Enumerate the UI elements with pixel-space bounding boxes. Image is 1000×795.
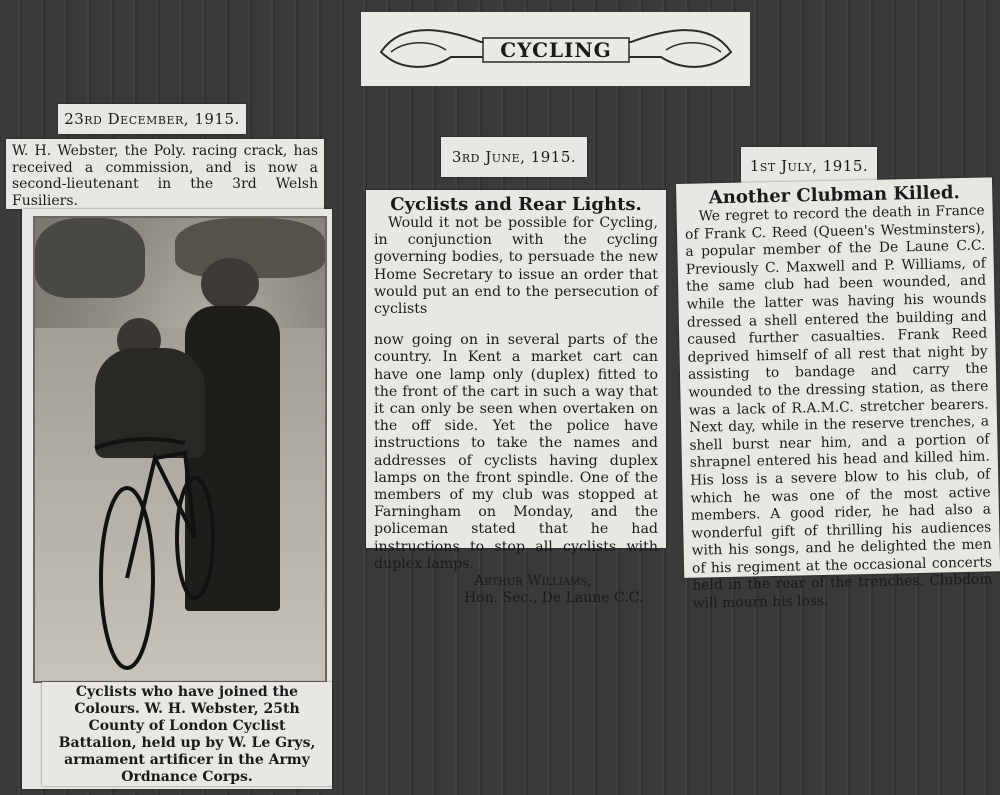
rear-lights-date-clip	[441, 137, 587, 177]
clubman-date: 1st July, 1915.	[749, 157, 869, 175]
rear-lights-para1: Would it not be possible for Cycling, in conjunction with the cycling governing bodies, to persuade the new Home Secretary to issue an order that would put an end to the persecution of cyclists	[374, 215, 658, 318]
rear-lights-signature-name: Arthur Williams,	[474, 573, 592, 590]
webster-caption-clip	[42, 682, 332, 786]
webster-date-clip	[58, 104, 246, 134]
webster-notice-clip	[6, 139, 324, 209]
cyclist-photo	[33, 216, 327, 683]
rear-lights-para2: now going on in several parts of the country. In Kent a market cart can have one lamp only (duplex) fitted to the front of the cart in such a way that it can only be seen when overtaken on the off side. Yet the police have instructions to take the names and addresses of cyclists having duplex lamps on the front spindle. One of the members of my club was stopped at Farningham on Monday, and the policeman stated that he had instructions to stop all cyclists with duplex lamps.	[374, 332, 658, 572]
banner-title: CYCLING	[500, 38, 612, 62]
webster-notice-text: W. H. Webster, the Poly. racing crack, has received a commission, and is now a second-lieutenant in the 3rd Welsh Fusiliers.	[12, 143, 318, 209]
bicycle-icon	[35, 218, 325, 681]
webster-caption: Cyclists who have joined the Colours. W. H. Webster, 25th County of London Cyclist Battalion, held up by W. Le Grys, armament artificer in the Army Ordnance Corps.	[58, 684, 316, 785]
clubman-clip	[676, 177, 1000, 612]
clubman-text: We regret to record the death in France of Frank C. Reed (Queen's Westminsters), a popular member of the De Laune C.C. Previously C. Maxwell and P. Williams, of the same club had been wounded, and while the latter was having his wounds dressed a shell entered the building and caused further casualties. Frank Reed deprived himself of all rest that night by assisting to bandage and carry the wounded to the dressing station, as there was a lack of R.A.M.C. stretcher bearers. Next day, while in the reserve trenches, a shell burst near him, and a portion of shrapnel entered his head and killed him. His loss is a severe blow to his club, of which he was one of the most active members. A good rider, he had also a wonderful gift of thrilling his audiences with his songs, and he delighted the men of his regiment at the occasional concerts held in the rear of the trenches. Clubdom will mourn his loss.	[684, 202, 993, 612]
webster-date: 23rd December, 1915.	[64, 110, 240, 128]
rear-lights-signature-title: Hon. Sec., De Laune C.C.	[464, 590, 644, 607]
clubman-headline: Another Clubman Killed.	[708, 182, 960, 209]
rear-lights-clip	[366, 190, 666, 607]
rear-lights-headline: Cyclists and Rear Lights.	[390, 194, 642, 215]
cycling-banner	[361, 12, 750, 86]
rear-lights-date: 3rd June, 1915.	[451, 148, 577, 166]
